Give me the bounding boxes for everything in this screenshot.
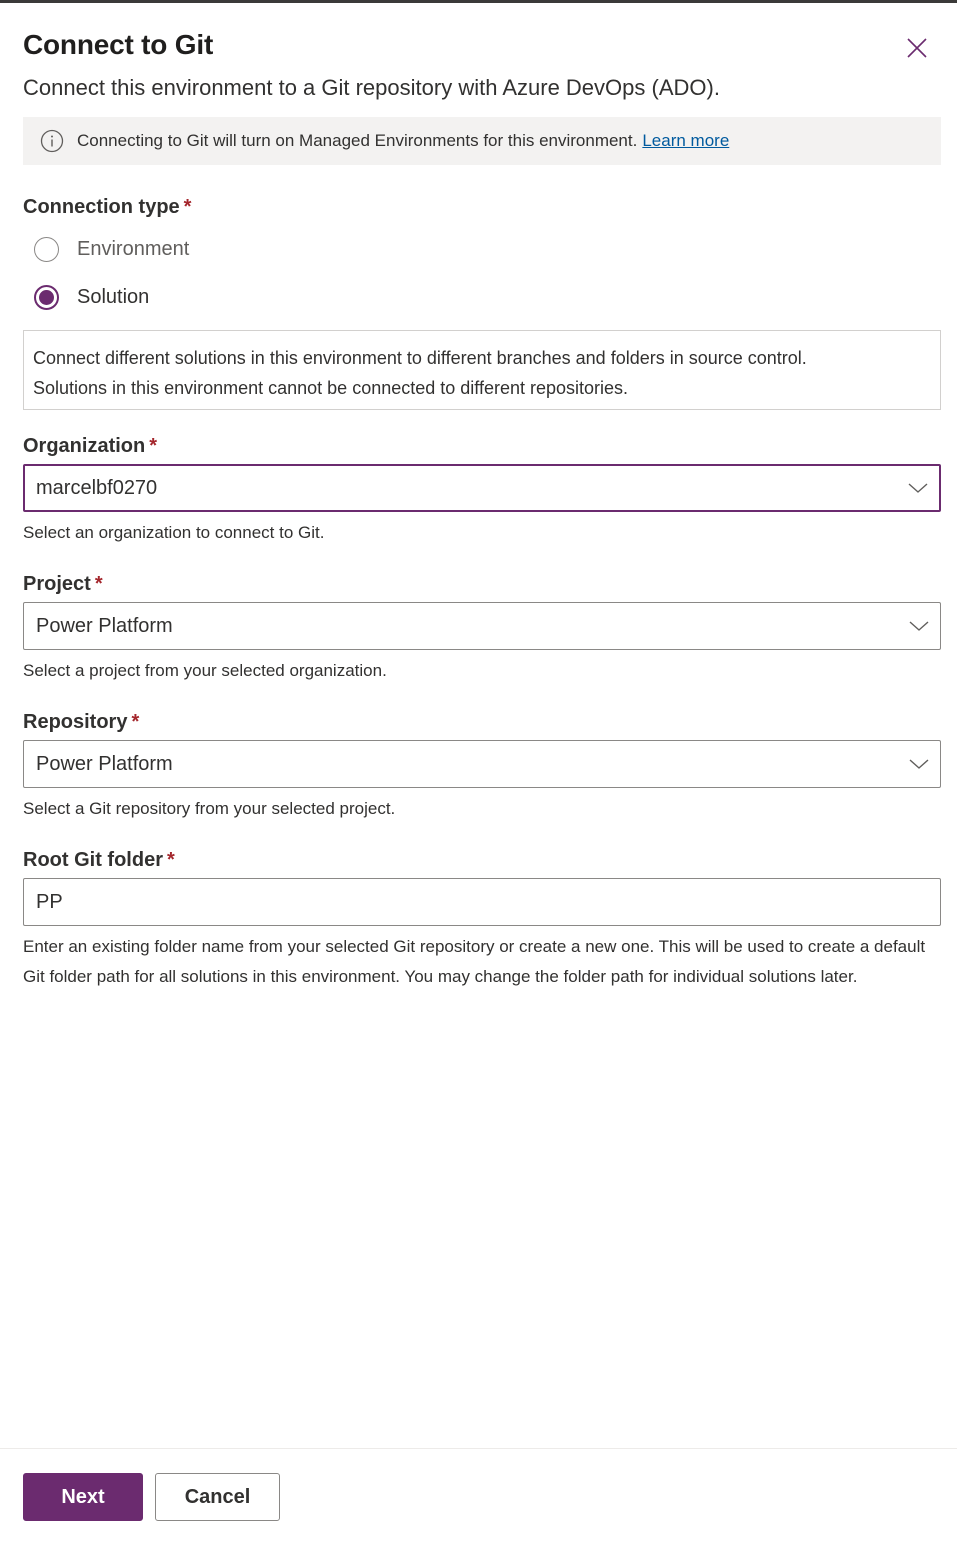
info-message-bar	[23, 117, 941, 165]
organization-help: Select an organization to connect to Git.	[23, 523, 325, 542]
root-folder-value: PP	[36, 890, 63, 913]
radio-unchecked-icon[interactable]	[34, 237, 59, 262]
project-label-text: Project	[23, 573, 91, 595]
radio-environment-label: Environment	[77, 238, 190, 260]
radio-solution-label: Solution	[77, 286, 150, 308]
project-value: Power Platform	[36, 614, 173, 637]
repository-label-text: Repository	[23, 711, 128, 733]
repository-help: Select a Git repository from your selected project.	[23, 799, 396, 818]
repository-label	[23, 711, 139, 734]
repository-dropdown[interactable]	[23, 740, 941, 788]
radio-checked-icon[interactable]	[34, 285, 59, 310]
required-mark: *	[94, 573, 103, 595]
project-dropdown[interactable]	[23, 602, 941, 650]
info-icon	[40, 129, 64, 153]
description-line-2: Solutions in this environment cannot be connected to different repositories.	[33, 378, 629, 398]
dialog-title: Connect to Git	[23, 29, 214, 60]
footer-divider	[0, 1448, 957, 1449]
root-folder-input[interactable]	[23, 878, 941, 926]
top-border	[0, 0, 957, 3]
required-mark: *	[131, 711, 140, 733]
root-folder-label-text: Root Git folder	[23, 849, 163, 871]
connection-type-description	[23, 330, 941, 410]
organization-label	[23, 435, 157, 458]
organization-label-text: Organization	[23, 435, 146, 457]
repository-value: Power Platform	[36, 752, 173, 775]
root-folder-help: Enter an existing folder name from your selected Git repository or create a new one. This will be used to create a default Git folder path for all solutions in this environment. You may change the folder path for individual solutions later.	[23, 937, 926, 986]
close-icon	[907, 38, 927, 58]
project-label	[23, 573, 103, 596]
connection-type-label	[23, 196, 191, 219]
chevron-down-icon	[908, 757, 930, 771]
cancel-button[interactable]: Cancel	[155, 1473, 280, 1521]
organization-value: marcelbf0270	[36, 476, 158, 499]
root-folder-label	[23, 849, 175, 872]
learn-more-link[interactable]: Learn more	[642, 131, 730, 150]
chevron-down-icon	[908, 619, 930, 633]
close-button[interactable]	[903, 34, 931, 62]
next-button[interactable]: Next	[23, 1473, 143, 1521]
required-mark: *	[166, 849, 175, 871]
connection-type-label-text: Connection type	[23, 196, 180, 218]
info-message-text: Connecting to Git will turn on Managed Environments for this environment.	[77, 131, 638, 150]
project-help: Select a project from your selected organization.	[23, 661, 387, 680]
chevron-down-icon	[907, 481, 929, 495]
organization-dropdown[interactable]	[23, 464, 941, 512]
description-line-1: Connect different solutions in this environment to different branches and folders in source control.	[33, 348, 807, 368]
required-mark: *	[149, 435, 158, 457]
dialog-subtitle: Connect this environment to a Git repository with Azure DevOps (ADO).	[23, 75, 720, 100]
required-mark: *	[183, 196, 192, 218]
radio-solution[interactable]	[34, 285, 149, 310]
radio-environment[interactable]	[34, 237, 189, 262]
